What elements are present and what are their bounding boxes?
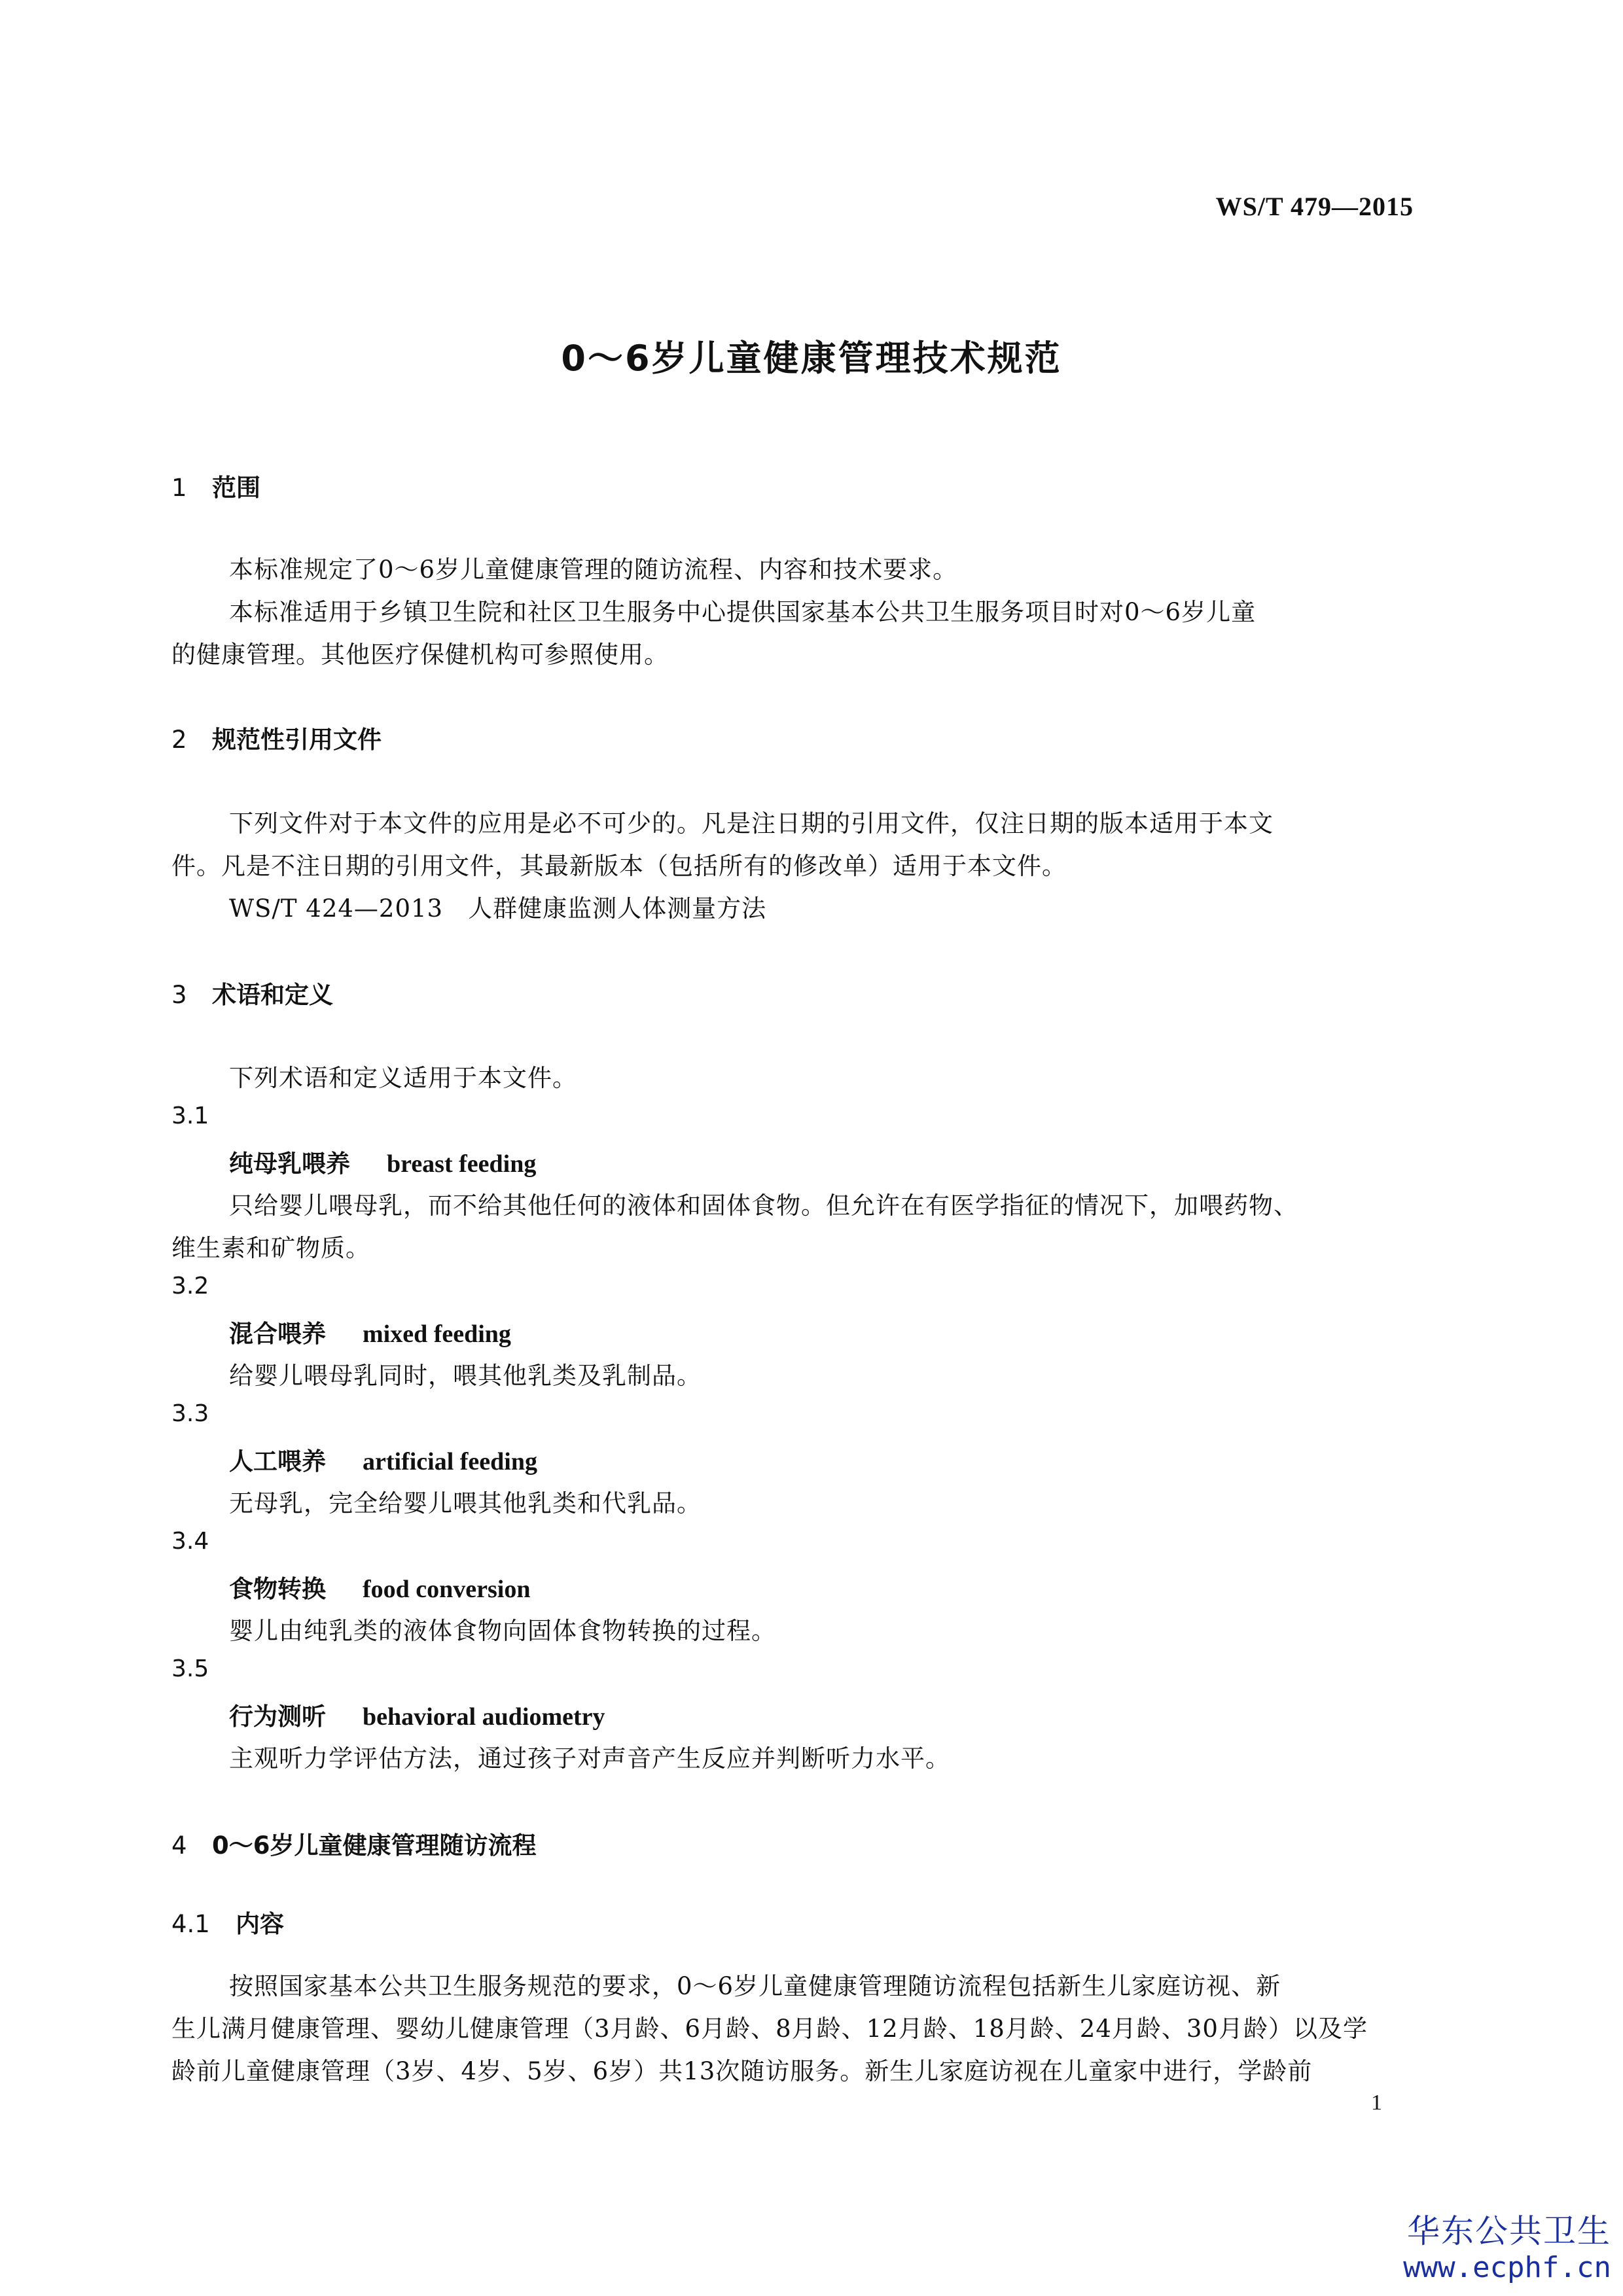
term-chinese: 纯母乳喂养 <box>229 1150 350 1178</box>
paragraph: 本标准适用于乡镇卫生院和社区卫生服务中心提供国家基本公共卫生服务项目时对0～6岁儿童 <box>229 598 1257 626</box>
term-english: behavioral audiometry <box>363 1703 605 1731</box>
term-number: 3.4 <box>171 1528 209 1555</box>
subsection-title: 内容 <box>236 1910 284 1938</box>
section-number: 2 <box>171 726 187 754</box>
term-chinese: 混合喂养 <box>229 1320 326 1348</box>
term-definition: 主观听力学评估方法，通过孩子对声音产生反应并判断听力水平。 <box>229 1744 950 1773</box>
term-chinese: 行为测听 <box>229 1703 326 1731</box>
watermark-url[interactable]: www.ecphf.cn <box>1403 2251 1611 2284</box>
section-4-heading <box>171 1826 537 1861</box>
term-number: 3.5 <box>171 1655 209 1682</box>
paragraph-continued: 的健康管理。其他医疗保健机构可参照使用。 <box>171 641 669 669</box>
paragraph: 下列文件对于本文件的应用是必不可少的。凡是注日期的引用文件，仅注日期的版本适用于本文 <box>229 809 1274 838</box>
document-title: 0～6岁儿童健康管理技术规范 <box>561 338 1062 379</box>
section-title: 0～6岁儿童健康管理随访流程 <box>212 1831 537 1860</box>
section-title: 术语和定义 <box>212 981 333 1009</box>
paragraph: 本标准规定了0～6岁儿童健康管理的随访流程、内容和技术要求。 <box>229 556 958 584</box>
section-number: 3 <box>171 981 187 1009</box>
term-definition: 婴儿由纯乳类的液体食物向固体食物转换的过程。 <box>229 1617 776 1645</box>
section-title: 规范性引用文件 <box>212 726 382 754</box>
section-number: 4 <box>171 1831 187 1860</box>
watermark-site-name: 华东公共卫生 <box>1407 2212 1611 2250</box>
term-definition-continued: 维生素和矿物质。 <box>171 1234 370 1262</box>
term-title <box>229 1569 531 1604</box>
term-chinese: 食物转换 <box>229 1575 326 1603</box>
term-number: 3.3 <box>171 1400 209 1427</box>
term-english: artificial feeding <box>363 1448 537 1475</box>
reference-entry: WS/T 424—2013 人群健康监测人体测量方法 <box>229 894 767 923</box>
section-1-heading <box>171 468 260 503</box>
term-title <box>229 1697 605 1732</box>
term-title <box>229 1441 537 1477</box>
term-english: mixed feeding <box>363 1320 511 1348</box>
term-english: breast feeding <box>387 1150 537 1178</box>
paragraph-continued: 生儿满月健康管理、婴幼儿健康管理（3月龄、6月龄、8月龄、12月龄、18月龄、24月龄、30月龄）以及学 <box>171 2015 1368 2043</box>
term-number: 3.2 <box>171 1273 209 1299</box>
section-2-heading <box>171 720 382 755</box>
term-number: 3.1 <box>171 1103 209 1129</box>
subsection-number: 4.1 <box>171 1910 210 1938</box>
section-3-heading <box>171 975 333 1010</box>
term-title <box>229 1144 536 1179</box>
term-definition: 无母乳，完全给婴儿喂其他乳类和代乳品。 <box>229 1489 702 1517</box>
term-chinese: 人工喂养 <box>229 1447 326 1475</box>
page-number: 1 <box>1371 2091 1382 2115</box>
section-number: 1 <box>171 474 187 502</box>
subsection-4-1-heading <box>171 1904 284 1939</box>
paragraph: 下列术语和定义适用于本文件。 <box>229 1064 577 1092</box>
term-definition: 给婴儿喂母乳同时，喂其他乳类及乳制品。 <box>229 1362 702 1390</box>
term-title <box>229 1314 511 1349</box>
term-definition: 只给婴儿喂母乳，而不给其他任何的液体和固体食物。但允许在有医学指征的情况下，加喂药物、 <box>229 1192 1298 1220</box>
paragraph: 按照国家基本公共卫生服务规范的要求，0～6岁儿童健康管理随访流程包括新生儿家庭访视、新 <box>229 1972 1281 2000</box>
standard-number: WS/T 479—2015 <box>1215 192 1414 221</box>
paragraph-continued: 件。凡是不注日期的引用文件，其最新版本（包括所有的修改单）适用于本文件。 <box>171 852 1067 880</box>
paragraph-continued: 龄前儿童健康管理（3岁、4岁、5岁、6岁）共13次随访服务。新生儿家庭访视在儿童家中进行，学龄前 <box>171 2057 1313 2085</box>
term-english: food conversion <box>363 1576 531 1603</box>
section-title: 范围 <box>212 474 260 502</box>
